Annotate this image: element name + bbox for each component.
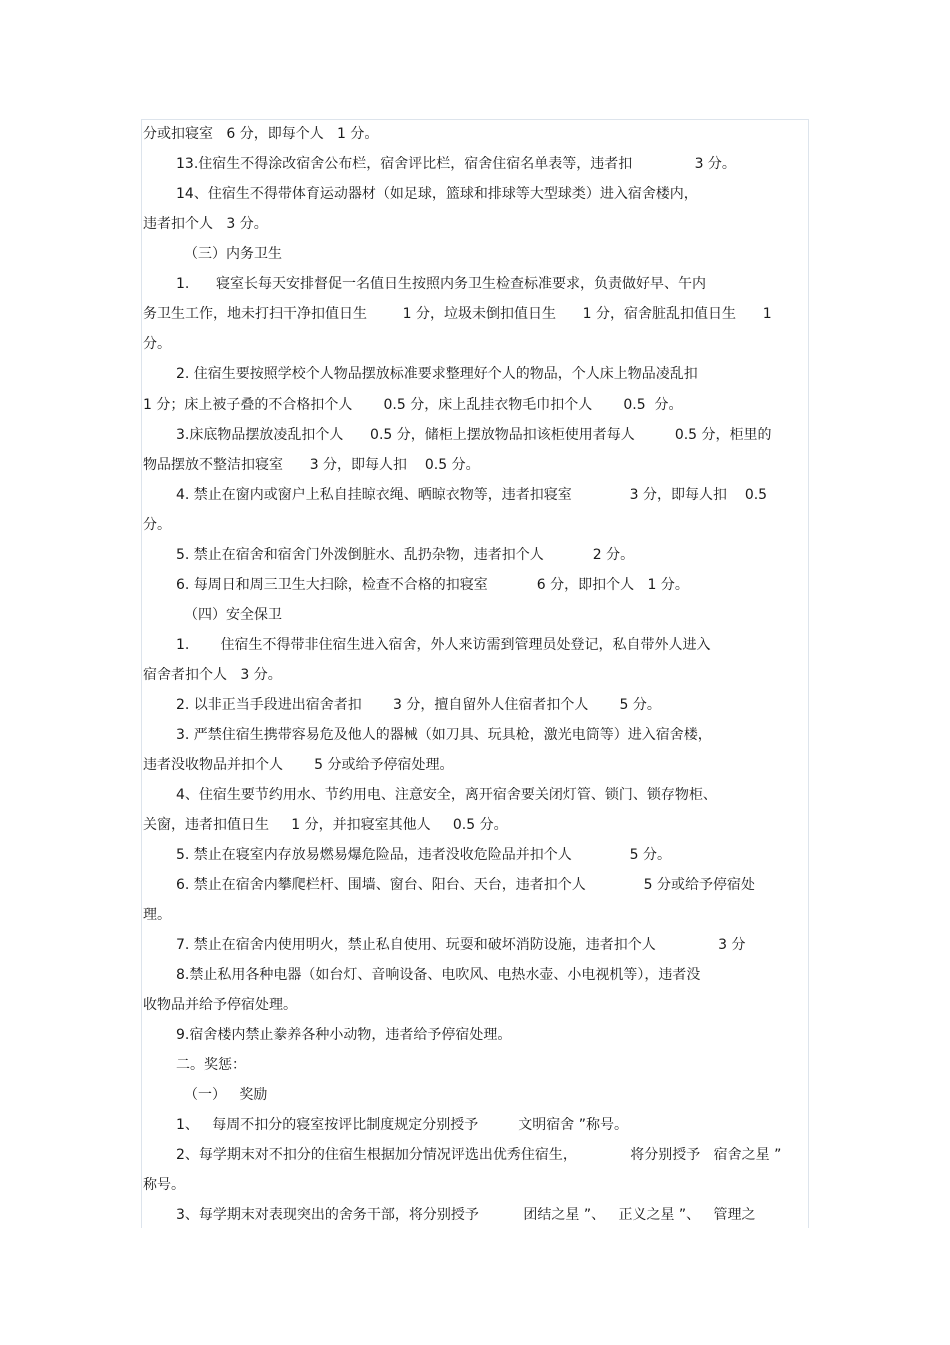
- text-line: 9.宿舍楼内禁止豢养各种小动物，违者给予停宿处理。: [176, 1027, 512, 1043]
- text-line: 分。: [143, 517, 171, 533]
- text-line: 4、住宿生要节约用水、节约用电、注意安全，离开宿舍要关闭灯管、锁门、锁存物柜、: [176, 787, 717, 803]
- text-line: 2、每学期末对不扣分的住宿生根据加分情况评选出优秀住宿生， 将分别授予 宿舍之星 ”: [176, 1147, 782, 1163]
- text-line: 7. 禁止在宿舍内使用明火，禁止私自使用、玩耍和破坏消防设施，违者扣个人 3 分: [176, 937, 746, 953]
- text-line: 分。: [143, 336, 171, 352]
- text-line: 5. 禁止在宿舍和宿舍门外泼倒脏水、乱扔杂物，违者扣个人 2 分。: [176, 547, 635, 563]
- text-line: 宿舍者扣个人 3 分。: [143, 667, 282, 683]
- text-line: 3. 严禁住宿生携带容易危及他人的器械（如刀具、玩具枪，激光电筒等）进入宿舍楼，: [176, 727, 712, 743]
- text-line: 分或扣寝室 6 分，即每个人 1 分。: [143, 126, 379, 142]
- text-line: 1 分；床上被子叠的不合格扣个人 0.5 分，床上乱挂衣物毛巾扣个人 0.5 分。: [143, 397, 683, 413]
- text-line: 务卫生工作，地未打扫干净扣值日生 1 分，垃圾未倒扣值日生 1 分，宿舍脏乱扣值日生 1: [143, 306, 772, 322]
- text-line: 13.住宿生不得涂改宿舍公布栏，宿舍评比栏，宿舍住宿名单表等，违者扣 3 分。: [176, 156, 736, 172]
- text-line: 2. 以非正当手段进出宿舍者扣 3 分，擅自留外人住宿者扣个人 5 分。: [176, 697, 661, 713]
- text-line: 理。: [143, 907, 171, 923]
- text-line: 物品摆放不整洁扣寝室 3 分，即每人扣 0.5 分。: [143, 457, 480, 473]
- text-line: 8.禁止私用各种电器（如台灯、音响设备、电吹风、电热水壶、小电视机等），违者没: [176, 967, 701, 983]
- text-line: 2. 住宿生要按照学校个人物品摆放标准要求整理好个人的物品，个人床上物品凌乱扣: [176, 366, 698, 382]
- text-line: 4. 禁止在窗内或窗户上私自挂晾衣绳、晒晾衣物等，违者扣寝室 3 分，即每人扣 0.5: [176, 487, 768, 503]
- section-heading: （三）内务卫生: [184, 246, 282, 262]
- text-line: 1. 住宿生不得带非住宿生进入宿舍，外人来访需到管理员处登记，私自带外人进入: [176, 637, 711, 653]
- text-line: 6. 禁止在宿舍内攀爬栏杆、围墙、窗台、阳台、天台，违者扣个人 5 分或给予停宿处: [176, 877, 756, 893]
- text-line: 违者没收物品并扣个人 5 分或给予停宿处理。: [143, 757, 454, 773]
- text-line: 3、每学期末对表现突出的舍务干部，将分别授予 团结之星 ”、 正义之星 ”、 管理之: [176, 1207, 756, 1223]
- text-line: 14、住宿生不得带体育运动器材（如足球，篮球和排球等大型球类）进入宿舍楼内，: [176, 186, 698, 202]
- text-line: 1、 每周不扣分的寝室按评比制度规定分别授予 文明宿舍 ”称号。: [176, 1117, 629, 1133]
- text-line: 称号。: [143, 1177, 185, 1193]
- section-heading: （四）安全保卫: [184, 607, 282, 623]
- text-line: 违者扣个人 3 分。: [143, 216, 268, 232]
- text-line: 6. 每周日和周三卫生大扫除，检查不合格的扣寝室 6 分，即扣个人 1 分。: [176, 577, 689, 593]
- text-line: 3.床底物品摆放凌乱扣个人 0.5 分，储柜上摆放物品扣该柜使用者每人 0.5 分，柜里的: [176, 427, 772, 443]
- section-heading: 二。奖惩：: [176, 1057, 246, 1073]
- text-line: 1. 寝室长每天安排督促一名值日生按照内务卫生检查标准要求，负责做好早、午内: [176, 276, 707, 292]
- text-line: 关窗，违者扣值日生 1 分，并扣寝室其他人 0.5 分。: [143, 817, 508, 833]
- section-heading: （一） 奖励: [184, 1087, 268, 1103]
- text-line: 收物品并给予停宿处理。: [143, 997, 297, 1013]
- text-line: 5. 禁止在寝室内存放易燃易爆危险品，违者没收危险品并扣个人 5 分。: [176, 847, 672, 863]
